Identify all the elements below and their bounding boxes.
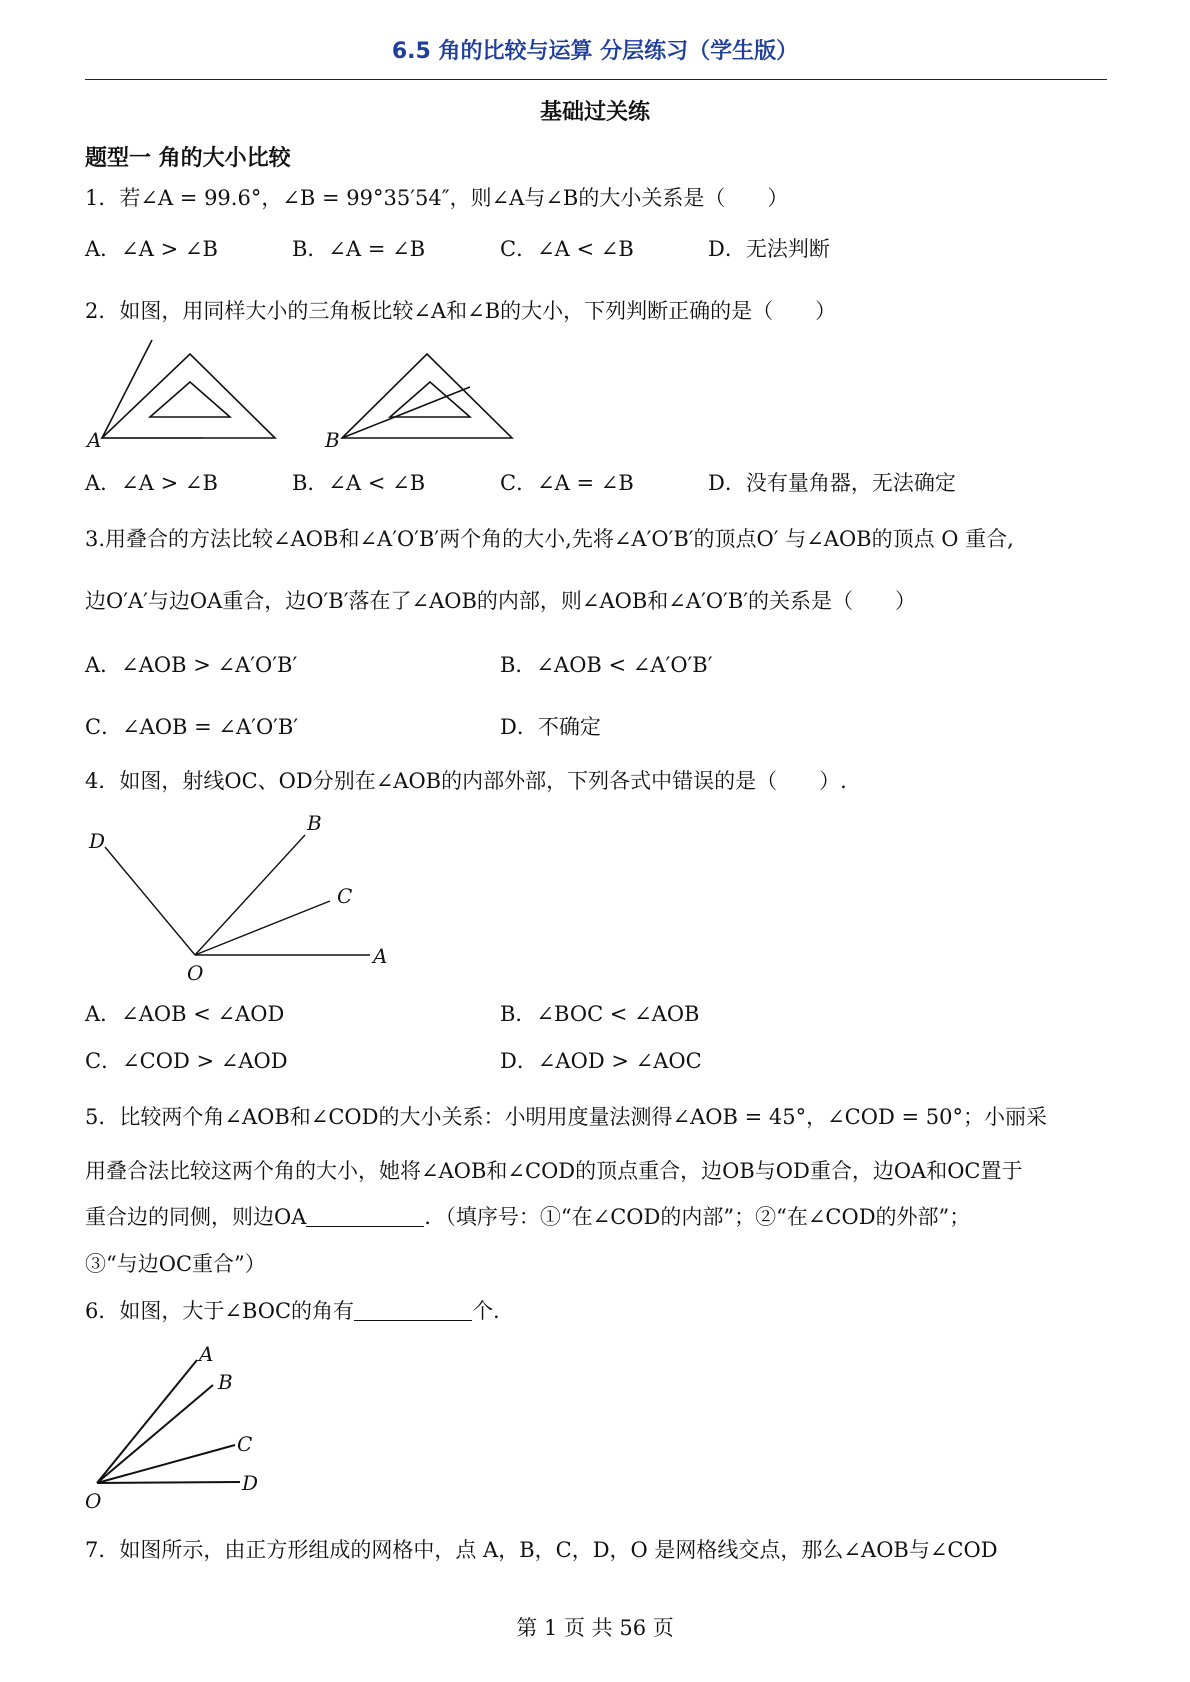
q3-option-a: A．∠AOB > ∠A′O′B′ <box>85 653 298 677</box>
q2-set-square-outer-a <box>102 354 275 438</box>
q2-ray-a <box>102 340 152 438</box>
page-title: 6.5 角的比较与运算 分层练习（学生版） <box>391 39 799 64</box>
q5-line1: 5．比较两个角∠AOB和∠COD的大小关系：小明用度量法测得∠AOB = 45°，∠COD = 50°；小丽采 <box>85 1105 1047 1129</box>
q2-stem: 2．如图，用同样大小的三角板比较∠A和∠B的大小，下列判断正确的是（ ） <box>85 299 837 323</box>
q6-stem <box>85 1296 500 1326</box>
q4-label-a: A <box>373 944 388 968</box>
q4-stem: 4．如图，射线OC、OD分别在∠AOB的内部外部，下列各式中错误的是（ ）. <box>85 769 847 793</box>
q3-stem-line1: 3.用叠合的方法比较∠AOB和∠A′O′B′两个角的大小,先将∠A′O′B′的顶点O′ 与∠AOB的顶点 O 重合, <box>85 527 1014 551</box>
q5-line3-start: 重合边的同侧，则边OA <box>85 1205 307 1229</box>
q4-ray-od <box>105 847 195 955</box>
q4-rays-figure <box>85 805 405 985</box>
q6-ray-od <box>97 1482 240 1483</box>
type-heading: 题型一 角的大小比较 <box>85 146 291 171</box>
q6-stem-start: 6．如图，大于∠BOC的角有 <box>85 1299 355 1323</box>
q4-label-c: C <box>337 884 353 908</box>
section-heading: 基础过关练 <box>539 100 650 125</box>
q1-option-a: A．∠A > ∠B <box>85 237 218 261</box>
q5-line3-end: ．（填序号：①“在∠COD的内部”；②“在∠COD的外部”； <box>424 1205 971 1229</box>
q2-set-square-outer-b <box>342 354 512 438</box>
q2-option-a: A．∠A > ∠B <box>85 471 218 495</box>
q6-ray-oc <box>97 1445 235 1483</box>
q1-option-c: C．∠A < ∠B <box>500 237 634 261</box>
q5-line3 <box>85 1202 970 1232</box>
q4-ray-ob <box>195 835 305 955</box>
q2-option-c: C．∠A = ∠B <box>500 471 634 495</box>
q1-option-b: B．∠A = ∠B <box>292 237 426 261</box>
q2-option-b: B．∠A < ∠B <box>292 471 426 495</box>
q6-label-o: O <box>85 1489 102 1513</box>
q6-stem-end: 个. <box>472 1299 500 1323</box>
q6-ray-ob <box>97 1385 213 1483</box>
page-footer: 第 1 页 共 56 页 <box>516 1616 674 1640</box>
q4-option-a: A．∠AOB < ∠AOD <box>85 1002 285 1026</box>
q2-label-b: B <box>325 428 340 452</box>
q4-option-d: D．∠AOD > ∠AOC <box>500 1049 702 1073</box>
q1-stem: 1．若∠A = 99.6°，∠B = 99°35′54″，则∠A与∠B的大小关系是（ ） <box>85 186 789 210</box>
q6-label-a: A <box>199 1342 214 1366</box>
q6-rays-figure <box>85 1342 285 1515</box>
q2-label-a: A <box>87 428 102 452</box>
q2-option-d: D．没有量角器，无法确定 <box>708 471 956 495</box>
q3-option-b: B．∠AOB < ∠A′O′B′ <box>500 653 713 677</box>
q6-label-b: B <box>218 1370 233 1394</box>
q2-set-square-inner-a <box>150 382 230 417</box>
q6-label-d: D <box>242 1471 259 1495</box>
q3-stem-line2: 边O′A′与边OA重合，边O′B′落在了∠AOB的内部，则∠AOB和∠A′O′B′的关系是（ ） <box>85 589 917 613</box>
q6-label-c: C <box>237 1432 253 1456</box>
q6-answer-blank[interactable] <box>354 1300 472 1321</box>
q3-option-d: D．不确定 <box>500 715 601 739</box>
q2-ray-b <box>342 387 470 438</box>
q4-label-d: D <box>89 829 106 853</box>
q4-option-b: B．∠BOC < ∠AOB <box>500 1002 700 1026</box>
q5-answer-blank[interactable] <box>306 1206 424 1227</box>
q2-triangles-figure <box>85 330 545 455</box>
q5-line4: ③“与边OC重合”） <box>85 1252 266 1276</box>
q6-ray-oa <box>97 1360 197 1483</box>
q1-option-d: D．无法判断 <box>708 237 830 261</box>
q2-set-square-inner-b <box>390 382 470 417</box>
q4-ray-oc <box>195 901 330 955</box>
q7-stem: 7．如图所示，由正方形组成的网格中，点 A，B，C，D，O 是网格线交点，那么∠AOB与∠COD <box>85 1538 998 1562</box>
header-rule <box>85 79 1107 80</box>
q4-label-o: O <box>187 961 204 985</box>
q4-option-c: C．∠COD > ∠AOD <box>85 1049 288 1073</box>
q4-label-b: B <box>307 811 322 835</box>
q5-line2: 用叠合法比较这两个角的大小，她将∠AOB和∠COD的顶点重合，边OB与OD重合，边OA和OC置于 <box>85 1159 1023 1183</box>
q3-option-c: C．∠AOB = ∠A′O′B′ <box>85 715 299 739</box>
